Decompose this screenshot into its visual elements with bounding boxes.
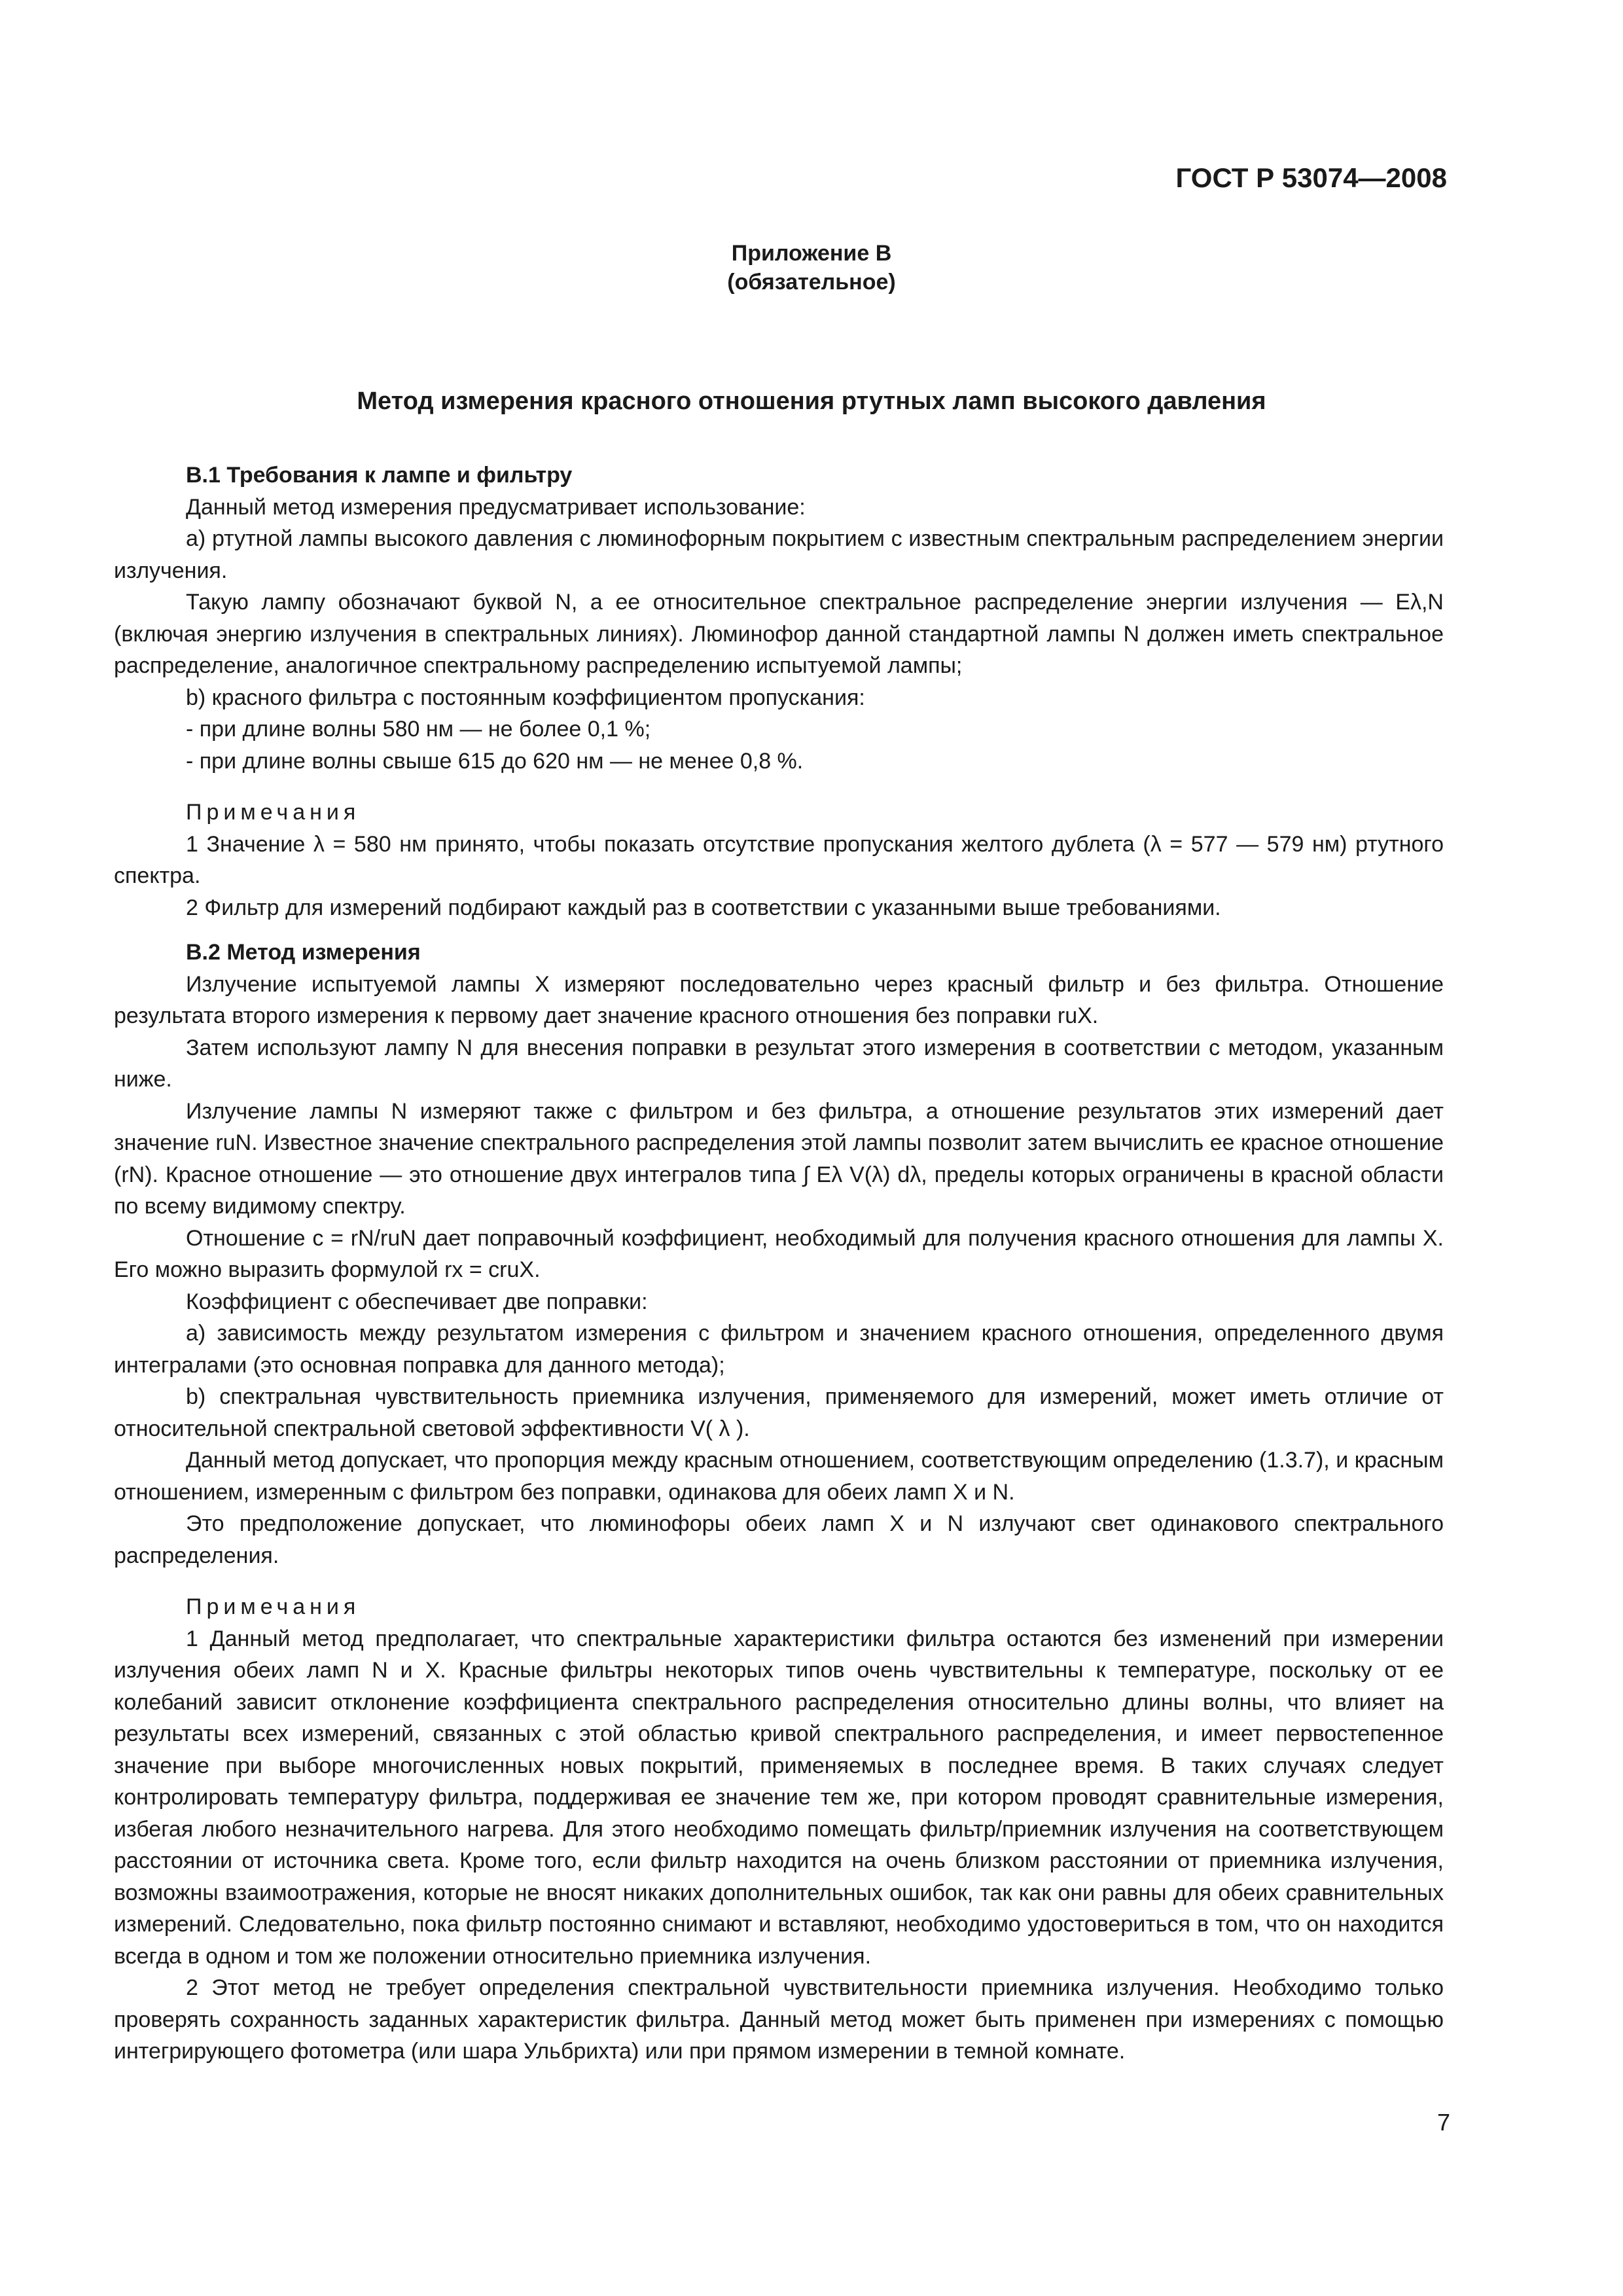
note: 1 Данный метод предполагает, что спектральные характеристики фильтра остаются без изменений при измерении излучения обеих ламп N и X. Красные фильтры некоторых типов очень чувствительны к температуре, поскольку от ее колебаний зависит отклонение коэффициента спектрального распределения относительно длины волны, что влияет на результаты всех измерений, связанных с этой областью кривой спектрального распределения, и имеет первостепенное значение при выборе многочисленных новых покрытий, применяемых в последнее время. В таких случаях следует контролировать температуру фильтра, поддерживая ее значение тем же, при котором проводят сравнительные измерения, избегая любого незначительного нагрева. Для этого необходимо помещать фильтр/приемник излучения на соответствующем расстоянии от источника света. Кроме того, если фильтр находится на очень близком расстоянии от приемника излучения, возможны взаимоотражения, которые не вносят никаких дополнительных ошибок, так как они равны для обеих сравнительных измерений. Следовательно, пока фильтр постоянно снимают и вставляют, необходимо удостовериться в том, что он находится всегда в одном и том же положении относительно приемника излучения. <box>114 1626 1444 1969</box>
standard-number: ГОСТ Р 53074—2008 <box>1175 162 1447 193</box>
paragraph: Коэффициент c обеспечивает две поправки: <box>186 1289 648 1314</box>
note: 1 Значение λ = 580 нм принято, чтобы показать отсутствие пропускания желтого дублета (λ = 577 — 579 нм) ртутного спектра. <box>114 831 1444 888</box>
paragraph: b) красного фильтра с постоянным коэффициентом пропускания: <box>186 685 865 710</box>
notes-heading: Примечания <box>186 1594 361 1619</box>
annex-status: (обязательное) <box>727 270 896 295</box>
paragraph: Такую лампу обозначают буквой N, а ее относительное спектральное распределение энергии излучения — Eλ,N (включая энергию излучения в спектральных линиях). Люминофор данной стандартной лампы N должен иметь спектральное распределение, аналогичное спектральному распределению испытуемой лампы; <box>114 590 1444 678</box>
paragraph: b) спектральная чувствительность приемника излучения, применяемого для измерений, может иметь отличие от относительной спектральной световой эффективности V( λ ). <box>114 1384 1444 1441</box>
paragraph: Данный метод допускает, что пропорция между красным отношением, соответствующим определению (1.3.7), и красным отношением, измеренным с фильтром без поправки, одинакова для обеих ламп X и N. <box>114 1448 1444 1505</box>
section-heading: В.1 Требования к лампе и фильтру <box>186 463 573 488</box>
document-body <box>114 454 1444 2068</box>
notes-heading: Примечания <box>186 800 361 825</box>
annex-label: Приложение В <box>731 241 892 266</box>
page-number: 7 <box>1436 2109 1450 2136</box>
paragraph: - при длине волны 580 нм — не более 0,1 %; <box>186 717 651 742</box>
paragraph: Отношение c = rN/ruN дает поправочный коэффициент, необходимый для получения красного отношения для лампы X. Его можно выразить формулой rx = cruX. <box>114 1225 1444 1282</box>
paragraph: Это предположение допускает, что люминофоры обеих ламп X и N излучают свет одинакового спектрального распределения. <box>114 1511 1444 1568</box>
paragraph: а) зависимость между результатом измерения с фильтром и значением красного отношения, определенного двумя интегралами (это основная поправка для данного метода); <box>114 1321 1444 1378</box>
paragraph: Данный метод измерения предусматривает использование: <box>186 494 806 520</box>
paragraph: Излучение лампы N измеряют также с фильтром и без фильтра, а отношение результатов этих измерений дает значение ruN. Известное значение спектрального распределения этой лампы позволит затем вычислить ее красное отношение (rN). Красное отношение — это отношение двух интегралов типа ∫ Eλ V(λ) dλ, пределы которых ограничены в красной области по всему видимому спектру. <box>114 1098 1444 1219</box>
paragraph: Излучение испытуемой лампы X измеряют последовательно через красный фильтр и без фильтра. Отношение результата второго измерения к первому дает значение красного отношения без поправки ruX. <box>114 971 1444 1028</box>
paragraph: - при длине волны свыше 615 до 620 нм — не менее 0,8 %. <box>186 748 804 774</box>
note: 2 Фильтр для измерений подбирают каждый раз в соответствии с указанными выше требованиями. <box>186 895 1221 920</box>
paragraph: Затем используют лампу N для внесения поправки в результат этого измерения в соответствии с методом, указанным ниже. <box>114 1035 1444 1092</box>
section-heading: В.2 Метод измерения <box>186 940 421 965</box>
note: 2 Этот метод не требует определения спектральной чувствительности приемника излучения. Необходимо только проверять сохранность заданных характеристик фильтра. Данный метод может быть применен при измерениях с помощью интегрирующего фотометра (или шара Ульбрихта) или при прямом измерении в темной комнате. <box>114 1975 1444 2064</box>
paragraph: а) ртутной лампы высокого давления с люминофорным покрытием с известным спектральным распределением энергии излучения. <box>114 526 1444 583</box>
document-title: Метод измерения красного отношения ртутных ламп высокого давления <box>357 387 1266 415</box>
